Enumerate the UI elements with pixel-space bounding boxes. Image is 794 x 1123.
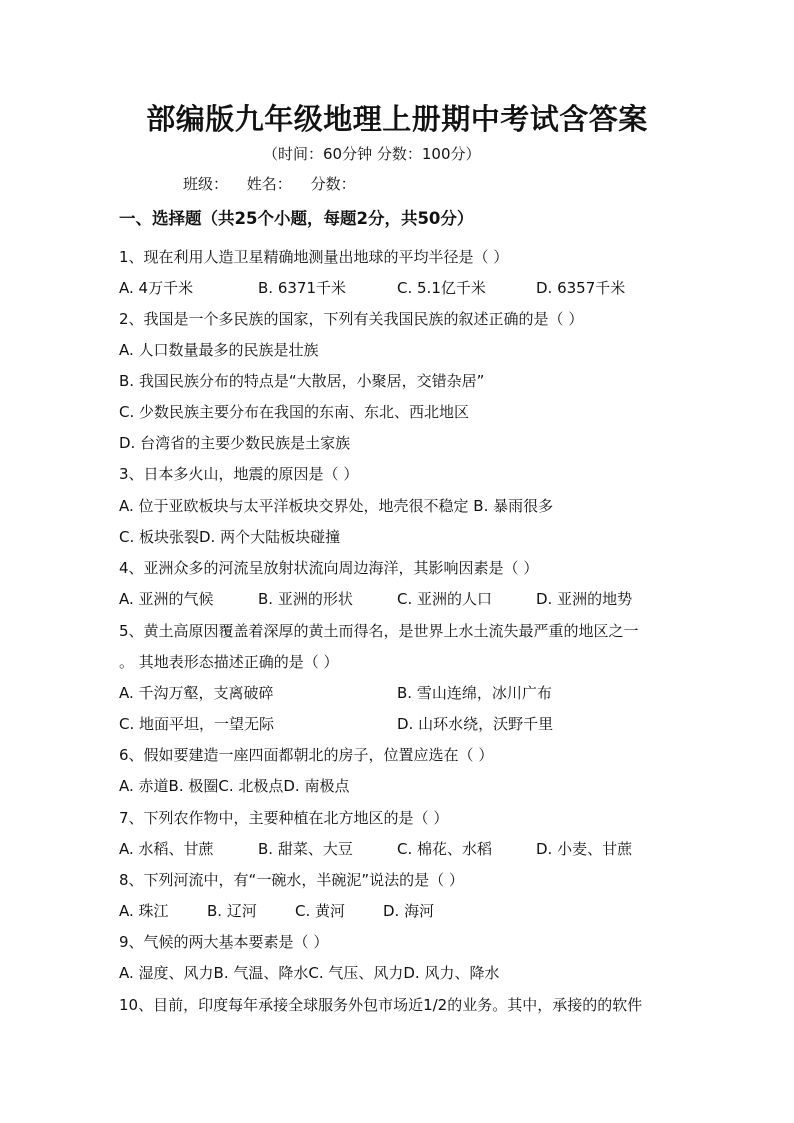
question-5-stem-continued: 。 其地表形态描述正确的是（ ）	[119, 653, 339, 671]
option: C. 5.1亿千米	[397, 279, 486, 297]
question-5-options-row-1	[119, 683, 552, 703]
option: B. 雪山连绵，冰川广布	[397, 684, 552, 702]
question-9-stem: 9、气候的两大基本要素是（ ）	[119, 933, 329, 951]
option: C. 黄河	[295, 902, 346, 920]
option: A. 水稻、甘蔗	[119, 840, 214, 858]
option: B. 辽河	[207, 902, 257, 920]
option: A. 珠江	[119, 902, 169, 920]
class-label: 班级：	[183, 175, 229, 193]
option: D. 小麦、甘蔗	[536, 840, 633, 858]
question-4-stem: 4、亚洲众多的河流呈放射状流向周边海洋，其影响因素是（ ）	[119, 559, 539, 577]
question-7-stem: 7、下列农作物中，主要种植在北方地区的是（ ）	[119, 809, 449, 827]
exam-title: 部编版九年级地理上册期中考试含答案	[146, 102, 648, 136]
option: C. 地面平坦，一望无际	[119, 715, 275, 733]
option: B. 亚洲的形状	[258, 590, 353, 608]
question-6-options: A. 赤道B. 极圈C. 北极点D. 南极点	[119, 777, 350, 795]
question-3-options-line-1: A. 位于亚欧板块与太平洋板块交界处，地壳很不稳定 B. 暴雨很多	[119, 497, 554, 515]
option: A. 亚洲的气候	[119, 590, 214, 608]
option: D. 山环水绕，沃野千里	[397, 715, 554, 733]
name-label: 姓名：	[246, 175, 292, 193]
question-1-options	[119, 278, 625, 298]
question-2-stem: 2、我国是一个多民族的国家，下列有关我国民族的叙述正确的是（ ）	[119, 310, 584, 328]
question-9-options: A. 湿度、风力B. 气温、降水C. 气压、风力D. 风力、降水	[119, 964, 500, 982]
option: D. 海河	[383, 902, 435, 920]
option: D. 亚洲的地势	[536, 590, 633, 608]
option: A. 千沟万壑，支离破碎	[119, 684, 274, 702]
question-4-options	[119, 589, 632, 609]
option: C. 亚洲的人口	[397, 590, 493, 608]
student-info	[183, 174, 370, 194]
question-10-stem: 10、目前，印度每年承接全球服务外包市场近1/2的业务。其中，承接的的软件	[119, 996, 643, 1014]
question-2-option-b: B. 我国民族分布的特点是“大散居，小聚居，交错杂居”	[119, 372, 485, 390]
option: A. 4万千米	[119, 279, 194, 297]
exam-time-score: （时间：60分钟 分数：100分）	[263, 145, 481, 163]
question-5-options-row-2	[119, 714, 553, 734]
score-label: 分数：	[310, 175, 356, 193]
question-3-options-line-2: C. 板块张裂D. 两个大陆板块碰撞	[119, 528, 341, 546]
question-2-option-d: D. 台湾省的主要少数民族是土家族	[119, 434, 351, 452]
option: D. 6357千米	[536, 279, 626, 297]
option: B. 甜菜、大豆	[258, 840, 353, 858]
question-3-stem: 3、日本多火山，地震的原因是（ ）	[119, 465, 359, 483]
question-8-stem: 8、下列河流中，有“一碗水，半碗泥”说法的是（ ）	[119, 871, 464, 889]
section-heading: 一、选择题（共25个小题，每题2分，共50分）	[119, 209, 474, 228]
question-2-option-c: C. 少数民族主要分布在我国的东南、东北、西北地区	[119, 403, 470, 421]
option: B. 6371千米	[258, 279, 347, 297]
option: C. 棉花、水稻	[397, 840, 493, 858]
question-1-stem: 1、现在利用人造卫星精确地测量出地球的平均半径是（ ）	[119, 248, 509, 266]
question-5-stem: 5、黄土高原因覆盖着深厚的黄土而得名，是世界上水土流失最严重的地区之一	[119, 622, 639, 640]
question-2-option-a: A. 人口数量最多的民族是壮族	[119, 341, 319, 359]
question-8-options	[119, 901, 434, 921]
question-6-stem: 6、假如要建造一座四面都朝北的房子，位置应选在（ ）	[119, 746, 494, 764]
question-7-options	[119, 839, 632, 859]
